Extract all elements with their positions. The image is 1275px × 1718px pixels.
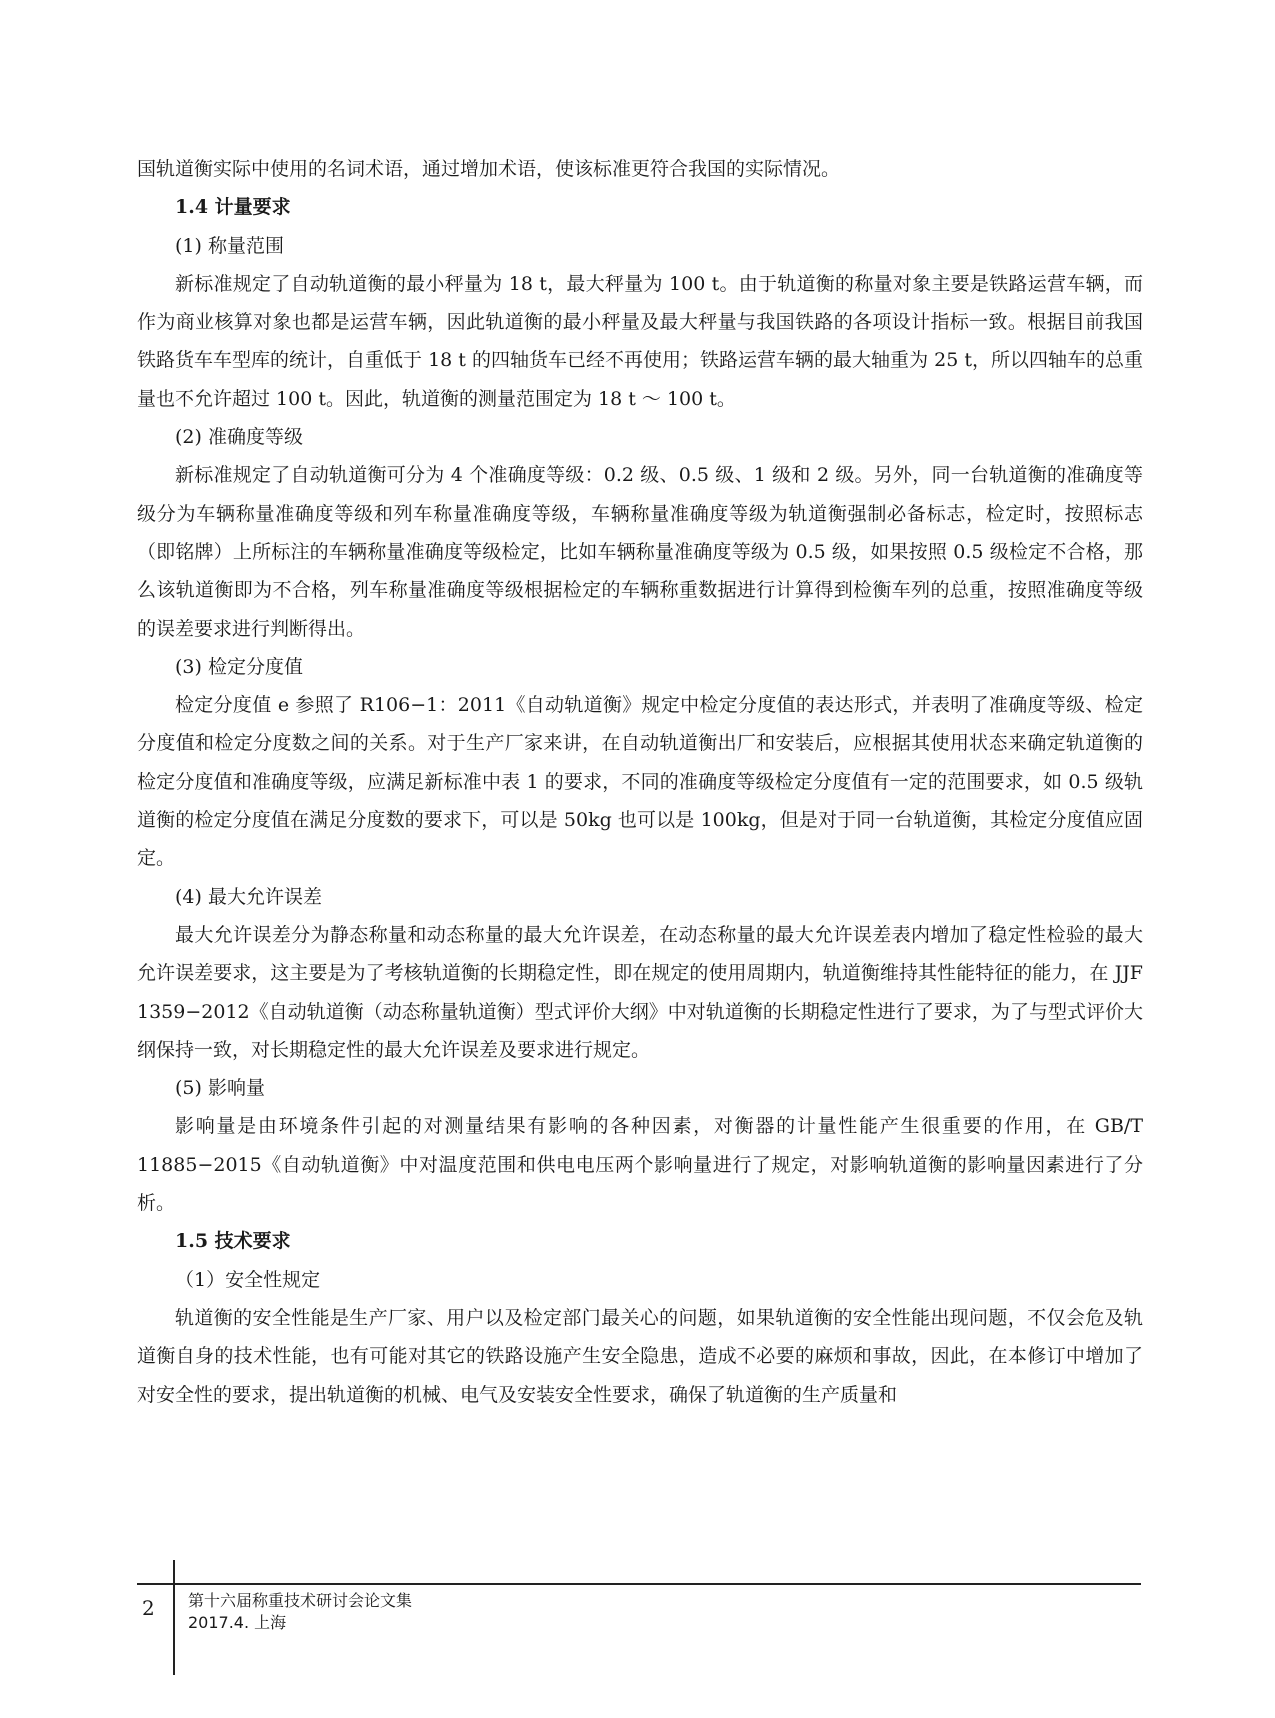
paragraph-accuracy-class: 新标准规定了自动轨道衡可分为 4 个准确度等级：0.2 级、0.5 级、1 级和 2 级。另外，同一台轨道衡的准确度等级分为车辆称量准确度等级和列车称量准确度等级，车辆称量准确度等级为轨道衡强制必备标志，检定时，按照标志（即铭牌）上所标注的车辆称量准确度等级检定，比如车辆称量准确度等级为 0.5 级，如果按照 0.5 级检定不合格，那么该轨道衡即为不合格，列车称量准确度等级根据检定的车辆称重数据进行计算得到检衡车列的总重，按照准确度等级的误差要求进行判断得出。 [137,464,1144,640]
subsection-heading-influence-quantity: (5) 影响量 [175,1077,265,1100]
footer-divider-horizontal [137,1583,1141,1585]
subsection-heading-max-permissible-error: (4) 最大允许误差 [175,885,322,908]
paragraph-max-permissible-error: 最大允许误差分为静态称量和动态称量的最大允许误差，在动态称量的最大允许误差表内增加了稳定性检验的最大允许误差要求，这主要是为了考核轨道衡的长期稳定性，即在规定的使用周期内，轨道衡维持其性能特征的能力，在 JJF 1359−2012《自动轨道衡（动态称量轨道衡）型式评价大纲》中对轨道衡的长期稳定性进行了要求，为了与型式评价大纲保持一致，对长期稳定性的最大允许误差及要求进行规定。 [137,923,1143,1061]
footer-conference-title: 第十六届称重技术研讨会论文集 [188,1591,413,1610]
subsection-heading-verification-interval: (3) 检定分度值 [175,655,303,678]
paragraph-safety: 轨道衡的安全性能是生产厂家、用户以及检定部门最关心的问题，如果轨道衡的安全性能出现问题，不仅会危及轨道衡自身的技术性能，也有可能对其它的铁路设施产生安全隐患，造成不必要的麻烦和事故，因此，在本修订中增加了对安全性的要求，提出轨道衡的机械、电气及安装安全性要求，确保了轨道衡的生产质量和 [137,1306,1143,1406]
section-heading-1-4: 1.4 计量要求 [175,196,291,219]
paragraph-verification-interval: 检定分度值 e 参照了 R106−1：2011《自动轨道衡》规定中检定分度值的表达形式，并表明了准确度等级、检定分度值和检定分度数之间的关系。对于生产厂家来讲，在自动轨道衡出厂和安装后，应根据其使用状态来确定轨道衡的检定分度值和准确度等级，应满足新标准中表 1 的要求，不同的准确度等级检定分度值有一定的范围要求，如 0.5 级轨道衡的检定分度值在满足分度数的要求下，可以是 50kg 也可以是 100kg，但是对于同一台轨道衡，其检定分度值应固定。 [137,694,1143,870]
page-body [137,150,1143,1414]
paragraph-weighing-range: 新标准规定了自动轨道衡的最小秤量为 18 t，最大秤量为 100 t。由于轨道衡的称量对象主要是铁路运营车辆，而作为商业核算对象也都是运营车辆，因此轨道衡的最小秤量及最大秤量与我国铁路的各项设计指标一致。根据目前我国铁路货车车型库的统计，自重低于 18 t 的四轴货车已经不再使用；铁路运营车辆的最大轴重为 25 t，所以四轴车的总重量也不允许超过 100 t。因此，轨道衡的测量范围定为 18 t ～ 100 t。 [137,272,1143,410]
subsection-heading-weighing-range: (1) 称量范围 [175,234,284,257]
section-heading-1-5: 1.5 技术要求 [175,1230,291,1253]
paragraph-continued: 国轨道衡实际中使用的名词术语，通过增加术语，使该标准更符合我国的实际情况。 [137,158,841,180]
footer-divider-vertical [173,1560,175,1675]
subsection-heading-safety: （1）安全性规定 [175,1268,321,1291]
page-number: 2 [142,1596,155,1620]
subsection-heading-accuracy-class: (2) 准确度等级 [175,426,303,449]
footer-date-place: 2017.4. 上海 [188,1613,287,1632]
footer-info [188,1590,412,1634]
paragraph-influence-quantity: 影响量是由环境条件引起的对测量结果有影响的各种因素，对衡器的计量性能产生很重要的作用，在 GB/T 11885−2015《自动轨道衡》中对温度范围和供电电压两个影响量进行了规定，对影响轨道衡的影响量因素进行了分析。 [137,1115,1143,1215]
